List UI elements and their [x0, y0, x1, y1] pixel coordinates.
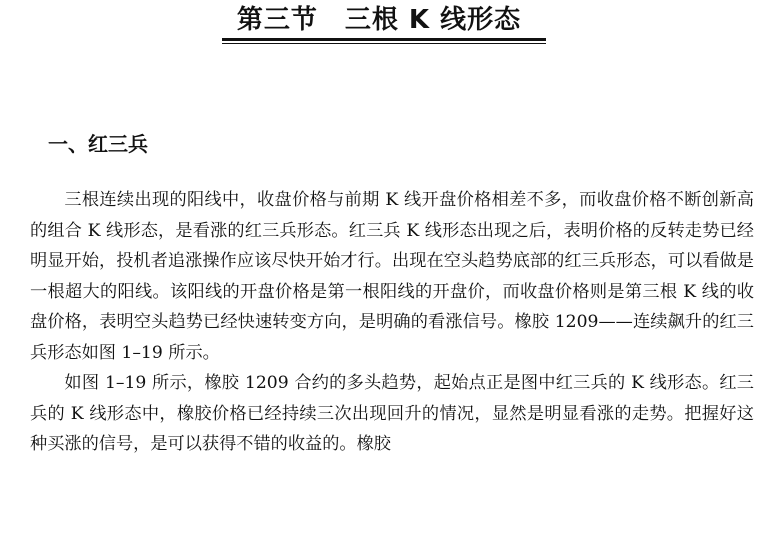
subsection-heading: 一、红三兵 — [48, 132, 148, 156]
paragraph-1: 三根连续出现的阳线中，收盘价格与前期 K 线开盘价格相差不多，而收盘价格不断创新高的组合 K 线形态，是看涨的红三兵形态。红三兵 K 线形态出现之后，表明价格的反转走势已经明显开始，投机者追涨操作应该尽快开始才行。出现在空头趋势底部的红三兵形态，可以看做是一根超大的阳线。该阳线的开盘价格是第一根阳线的开盘价，而收盘价格则是第三根 K 线的收盘价格，表明空头趋势已经快速转变方向，是明确的看涨信号。橡胶 1209——连续飙升的红三兵形态如图 1–19 所示。 — [30, 190, 754, 363]
section-title: 第三节 三根 K 线形态 — [236, 5, 522, 35]
paragraph-2: 如图 1–19 所示，橡胶 1209 合约的多头趋势，起始点正是图中红三兵的 K 线形态。红三兵的 K 线形态中，橡胶价格已经持续三次出现回升的情况，显然是明显看涨的走势。把握好这种买涨的信号，是可以获得不错的收益的。橡胶 — [30, 373, 754, 454]
title-underline-thick — [222, 38, 546, 41]
body-text — [30, 185, 754, 460]
title-underline-thin — [222, 43, 546, 44]
